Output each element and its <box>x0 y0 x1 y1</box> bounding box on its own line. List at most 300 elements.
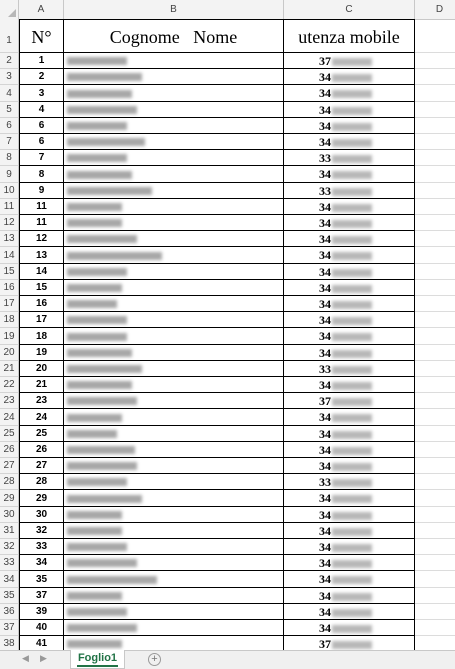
cell-phone[interactable] <box>284 377 415 393</box>
phone-prefix: 34 <box>319 491 331 505</box>
cell-phone[interactable] <box>284 296 415 312</box>
cell-d-empty[interactable] <box>415 588 455 604</box>
row-header[interactable]: 38 <box>0 636 19 650</box>
row-header[interactable]: 33 <box>0 555 19 571</box>
cell-name-redacted[interactable] <box>64 85 284 102</box>
redacted-phone <box>332 398 372 406</box>
redacted-phone <box>332 528 372 536</box>
phone-prefix: 34 <box>319 621 331 635</box>
cell-phone[interactable] <box>284 361 415 377</box>
redacted-name <box>67 333 127 341</box>
column-header-c[interactable]: C <box>284 0 415 19</box>
cell-name-redacted[interactable] <box>64 636 284 650</box>
cell-phone[interactable] <box>284 555 415 571</box>
cell-name-redacted[interactable] <box>64 199 284 215</box>
cell-name-redacted[interactable] <box>64 523 284 539</box>
redacted-phone <box>332 544 372 552</box>
phone-prefix: 34 <box>319 508 331 522</box>
scroll-tabs-right-icon[interactable]: ▶ <box>40 653 47 663</box>
row-header[interactable]: 27 <box>0 458 19 474</box>
phone-prefix: 34 <box>319 410 331 424</box>
cell-number[interactable]: 39 <box>19 604 64 620</box>
redacted-name <box>67 430 117 438</box>
row-header[interactable]: 19 <box>0 328 19 345</box>
redacted-phone <box>332 512 372 520</box>
cell-number[interactable]: 17 <box>19 312 64 328</box>
redacted-name <box>67 624 137 632</box>
phone-prefix: 34 <box>319 443 331 457</box>
cell-phone[interactable] <box>284 264 415 280</box>
cell-d-empty[interactable] <box>415 393 455 409</box>
row-header[interactable]: 1 <box>0 19 19 53</box>
column-header-b[interactable]: B <box>64 0 284 19</box>
cell-d-empty[interactable] <box>415 150 455 166</box>
phone-prefix: 34 <box>319 265 331 279</box>
redacted-name <box>67 316 127 324</box>
cell-name-redacted[interactable] <box>64 215 284 231</box>
redacted-name <box>67 559 137 567</box>
cell-phone[interactable] <box>284 571 415 588</box>
cell-number[interactable]: 26 <box>19 442 64 458</box>
cell-name-redacted[interactable] <box>64 296 284 312</box>
cell-phone[interactable] <box>284 409 415 426</box>
cell-d-empty[interactable] <box>415 474 455 490</box>
sheet-tab-bar <box>0 650 455 669</box>
cell-number[interactable]: 37 <box>19 588 64 604</box>
cell-number[interactable]: 8 <box>19 166 64 183</box>
select-all-corner[interactable] <box>0 0 19 19</box>
row-header[interactable]: 24 <box>0 409 19 426</box>
cell-number[interactable]: 1 <box>19 53 64 69</box>
phone-prefix: 34 <box>319 556 331 570</box>
row-header[interactable]: 18 <box>0 312 19 328</box>
redacted-name <box>67 640 122 648</box>
cell-phone[interactable] <box>284 523 415 539</box>
cell-d-empty[interactable] <box>415 264 455 280</box>
cell-number[interactable]: 40 <box>19 620 64 636</box>
redacted-name <box>67 527 122 535</box>
row-header[interactable]: 30 <box>0 507 19 523</box>
cell-d-empty[interactable] <box>415 345 455 361</box>
cell-name-redacted[interactable] <box>64 490 284 507</box>
cell-name-redacted[interactable] <box>64 604 284 620</box>
redacted-phone <box>332 463 372 471</box>
phone-prefix: 34 <box>319 167 331 181</box>
phone-prefix: 37 <box>319 394 331 408</box>
cell-name-redacted[interactable] <box>64 620 284 636</box>
cell-name-redacted[interactable] <box>64 474 284 490</box>
cell-name-redacted[interactable] <box>64 312 284 328</box>
cell-phone[interactable] <box>284 247 415 264</box>
cell-number[interactable]: 9 <box>19 183 64 199</box>
cell-d-empty[interactable] <box>415 361 455 377</box>
cell-name-redacted[interactable] <box>64 69 284 85</box>
row-header[interactable]: 22 <box>0 377 19 393</box>
redacted-name <box>67 284 122 292</box>
cell-name-redacted[interactable] <box>64 231 284 247</box>
row-header[interactable]: 2 <box>0 53 19 69</box>
cell-d-empty[interactable] <box>415 183 455 199</box>
cell-d-empty[interactable] <box>415 442 455 458</box>
cell-number[interactable]: 6 <box>19 118 64 134</box>
redacted-phone <box>332 317 372 325</box>
cell-number[interactable]: 15 <box>19 280 64 296</box>
row-header[interactable]: 21 <box>0 361 19 377</box>
cell-d-empty[interactable] <box>415 134 455 150</box>
cell-phone[interactable] <box>284 588 415 604</box>
redacted-phone <box>332 155 372 163</box>
redacted-name <box>67 511 122 519</box>
cell-d-empty[interactable] <box>415 539 455 555</box>
cell-name-redacted[interactable] <box>64 555 284 571</box>
phone-prefix: 34 <box>319 281 331 295</box>
cell-phone[interactable] <box>284 458 415 474</box>
cell-d-empty[interactable] <box>415 636 455 650</box>
redacted-name <box>67 252 162 260</box>
cell-number[interactable]: 28 <box>19 474 64 490</box>
redacted-phone <box>332 236 372 244</box>
redacted-phone <box>332 447 372 455</box>
row-header[interactable]: 13 <box>0 231 19 247</box>
cell-number[interactable]: 19 <box>19 345 64 361</box>
cell-name-redacted[interactable] <box>64 588 284 604</box>
redacted-phone <box>332 609 372 617</box>
cell-number[interactable]: 20 <box>19 361 64 377</box>
phone-prefix: 34 <box>319 329 331 343</box>
redacted-name <box>67 203 122 211</box>
row-header[interactable]: 12 <box>0 215 19 231</box>
cell-phone[interactable] <box>284 393 415 409</box>
redacted-phone <box>332 333 372 341</box>
column-header-a[interactable]: A <box>19 0 64 19</box>
cell-d-empty[interactable] <box>415 19 455 53</box>
cell-number[interactable]: 4 <box>19 102 64 118</box>
cell-name-redacted[interactable] <box>64 377 284 393</box>
phone-prefix: 37 <box>319 54 331 68</box>
cell-d-empty[interactable] <box>415 571 455 588</box>
redacted-phone <box>332 414 372 422</box>
cell-phone[interactable] <box>284 280 415 296</box>
scroll-tabs-left-icon[interactable]: ◀ <box>22 653 29 663</box>
row-header[interactable]: 28 <box>0 474 19 490</box>
cell-d-empty[interactable] <box>415 555 455 571</box>
cell-name-redacted[interactable] <box>64 53 284 69</box>
cell-number[interactable]: 25 <box>19 426 64 442</box>
cell-number[interactable]: 13 <box>19 247 64 264</box>
cell-phone[interactable] <box>284 312 415 328</box>
cell-d-empty[interactable] <box>415 312 455 328</box>
redacted-phone <box>332 625 372 633</box>
cell-phone[interactable] <box>284 102 415 118</box>
phone-prefix: 34 <box>319 459 331 473</box>
redacted-phone <box>332 220 372 228</box>
cell-number[interactable]: 16 <box>19 296 64 312</box>
phone-prefix: 34 <box>319 70 331 84</box>
cell-d-empty[interactable] <box>415 199 455 215</box>
cell-number[interactable]: 21 <box>19 377 64 393</box>
redacted-name <box>67 187 152 195</box>
cell-phone[interactable] <box>284 426 415 442</box>
cell-number[interactable]: 35 <box>19 571 64 588</box>
cell-phone[interactable] <box>284 328 415 345</box>
cell-phone[interactable] <box>284 604 415 620</box>
cell-phone[interactable] <box>284 118 415 134</box>
cell-name-redacted[interactable] <box>64 507 284 523</box>
row-header[interactable]: 4 <box>0 85 19 102</box>
cell-phone[interactable] <box>284 199 415 215</box>
cell-d-empty[interactable] <box>415 231 455 247</box>
cell-phone[interactable] <box>284 539 415 555</box>
redacted-phone <box>332 593 372 601</box>
redacted-name <box>67 381 132 389</box>
redacted-phone <box>332 350 372 358</box>
cell-d-empty[interactable] <box>415 620 455 636</box>
cell-name-redacted[interactable] <box>64 247 284 264</box>
phone-prefix: 34 <box>319 103 331 117</box>
redacted-phone <box>332 123 372 131</box>
cell-name-redacted[interactable] <box>64 539 284 555</box>
cell-number[interactable]: 27 <box>19 458 64 474</box>
cell-number[interactable]: 30 <box>19 507 64 523</box>
cell-name-redacted[interactable] <box>64 134 284 150</box>
cell-phone[interactable] <box>284 183 415 199</box>
redacted-name <box>67 235 137 243</box>
cell-name-redacted[interactable] <box>64 458 284 474</box>
row-header[interactable]: 35 <box>0 588 19 604</box>
phone-prefix: 34 <box>319 540 331 554</box>
cell-d-empty[interactable] <box>415 490 455 507</box>
cell-number[interactable]: 32 <box>19 523 64 539</box>
redacted-name <box>67 73 142 81</box>
cell-number[interactable]: 29 <box>19 490 64 507</box>
cell-number[interactable]: 14 <box>19 264 64 280</box>
phone-prefix: 34 <box>319 135 331 149</box>
redacted-phone <box>332 479 372 487</box>
row-header[interactable]: 25 <box>0 426 19 442</box>
redacted-name <box>67 462 137 470</box>
phone-prefix: 34 <box>319 232 331 246</box>
phone-prefix: 34 <box>319 378 331 392</box>
phone-prefix: 34 <box>319 86 331 100</box>
redacted-name <box>67 154 127 162</box>
phone-prefix: 33 <box>319 151 331 165</box>
cell-phone[interactable] <box>284 507 415 523</box>
row-header[interactable]: 20 <box>0 345 19 361</box>
row-header[interactable]: 26 <box>0 442 19 458</box>
cell-phone[interactable] <box>284 345 415 361</box>
redacted-phone <box>332 301 372 309</box>
cell-number[interactable]: 41 <box>19 636 64 650</box>
row-header[interactable]: 10 <box>0 183 19 199</box>
cell-d-empty[interactable] <box>415 85 455 102</box>
cell-number[interactable]: 11 <box>19 199 64 215</box>
row-header[interactable]: 5 <box>0 102 19 118</box>
cell-phone[interactable] <box>284 166 415 183</box>
row-header[interactable]: 9 <box>0 166 19 183</box>
phone-prefix: 34 <box>319 200 331 214</box>
cell-phone[interactable] <box>284 134 415 150</box>
cell-phone[interactable] <box>284 490 415 507</box>
redacted-phone <box>332 58 372 66</box>
redacted-name <box>67 349 132 357</box>
cell-number[interactable]: 24 <box>19 409 64 426</box>
cell-d-empty[interactable] <box>415 280 455 296</box>
redacted-name <box>67 122 127 130</box>
redacted-name <box>67 171 132 179</box>
column-header-d[interactable]: D <box>415 0 455 19</box>
cell-d-empty[interactable] <box>415 247 455 264</box>
cell-d-empty[interactable] <box>415 426 455 442</box>
cell-d-empty[interactable] <box>415 102 455 118</box>
cell-phone[interactable] <box>284 636 415 650</box>
row-header[interactable]: 3 <box>0 69 19 85</box>
cell-phone[interactable] <box>284 85 415 102</box>
cell-number[interactable]: 23 <box>19 393 64 409</box>
cell-phone[interactable] <box>284 150 415 166</box>
select-all-triangle-icon <box>8 9 16 17</box>
phone-prefix: 33 <box>319 362 331 376</box>
redacted-name <box>67 414 122 422</box>
cell-name-redacted[interactable] <box>64 102 284 118</box>
cell-name-redacted[interactable] <box>64 150 284 166</box>
redacted-name <box>67 478 127 486</box>
cell-phone[interactable] <box>284 53 415 69</box>
cell-d-empty[interactable] <box>415 53 455 69</box>
cell-name-redacted[interactable] <box>64 166 284 183</box>
phone-prefix: 34 <box>319 524 331 538</box>
row-header[interactable]: 23 <box>0 393 19 409</box>
redacted-phone <box>332 641 372 649</box>
row-header[interactable]: 36 <box>0 604 19 620</box>
phone-prefix: 34 <box>319 313 331 327</box>
redacted-phone <box>332 107 372 115</box>
cell-name-redacted[interactable] <box>64 264 284 280</box>
cell-phone[interactable] <box>284 474 415 490</box>
redacted-phone <box>332 90 372 98</box>
cell-d-empty[interactable] <box>415 523 455 539</box>
row-header[interactable]: 6 <box>0 118 19 134</box>
cell-phone[interactable] <box>284 620 415 636</box>
redacted-phone <box>332 188 372 196</box>
row-header[interactable]: 11 <box>0 199 19 215</box>
redacted-name <box>67 446 135 454</box>
header-cell-number[interactable]: N° <box>19 19 64 53</box>
cell-phone[interactable] <box>284 442 415 458</box>
row-header[interactable]: 17 <box>0 296 19 312</box>
phone-prefix: 33 <box>319 184 331 198</box>
cell-d-empty[interactable] <box>415 328 455 345</box>
cell-d-empty[interactable] <box>415 118 455 134</box>
row-header[interactable]: 29 <box>0 490 19 507</box>
row-header[interactable]: 37 <box>0 620 19 636</box>
cell-d-empty[interactable] <box>415 377 455 393</box>
cell-number[interactable]: 34 <box>19 555 64 571</box>
cell-name-redacted[interactable] <box>64 409 284 426</box>
phone-prefix: 34 <box>319 297 331 311</box>
row-header[interactable]: 14 <box>0 247 19 264</box>
redacted-name <box>67 576 157 584</box>
redacted-name <box>67 219 122 227</box>
sheet-tab-foglio1[interactable]: Foglio1 <box>70 650 125 669</box>
cell-d-empty[interactable] <box>415 409 455 426</box>
redacted-phone <box>332 204 372 212</box>
redacted-name <box>67 138 145 146</box>
redacted-phone <box>332 139 372 147</box>
row-header[interactable]: 7 <box>0 134 19 150</box>
redacted-phone <box>332 495 372 503</box>
phone-prefix: 34 <box>319 119 331 133</box>
redacted-name <box>67 57 127 65</box>
row-header[interactable]: 16 <box>0 280 19 296</box>
cell-name-redacted[interactable] <box>64 328 284 345</box>
cell-name-redacted[interactable] <box>64 361 284 377</box>
cell-name-redacted[interactable] <box>64 393 284 409</box>
redacted-phone <box>332 74 372 82</box>
cell-name-redacted[interactable] <box>64 426 284 442</box>
phone-prefix: 34 <box>319 216 331 230</box>
redacted-phone <box>332 252 372 260</box>
cell-d-empty[interactable] <box>415 604 455 620</box>
cell-number[interactable]: 33 <box>19 539 64 555</box>
phone-prefix: 34 <box>319 605 331 619</box>
redacted-phone <box>332 285 372 293</box>
cell-name-redacted[interactable] <box>64 118 284 134</box>
redacted-phone <box>332 382 372 390</box>
cell-d-empty[interactable] <box>415 296 455 312</box>
cell-d-empty[interactable] <box>415 215 455 231</box>
cell-number[interactable]: 11 <box>19 215 64 231</box>
cell-number[interactable]: 18 <box>19 328 64 345</box>
cell-phone[interactable] <box>284 69 415 85</box>
row-header[interactable]: 31 <box>0 523 19 539</box>
row-header[interactable]: 32 <box>0 539 19 555</box>
phone-prefix: 34 <box>319 346 331 360</box>
redacted-phone <box>332 269 372 277</box>
phone-prefix: 34 <box>319 572 331 586</box>
row-header[interactable]: 8 <box>0 150 19 166</box>
phone-prefix: 33 <box>319 475 331 489</box>
redacted-phone <box>332 171 372 179</box>
cell-d-empty[interactable] <box>415 458 455 474</box>
cell-number[interactable]: 7 <box>19 150 64 166</box>
redacted-name <box>67 106 137 114</box>
cell-number[interactable]: 12 <box>19 231 64 247</box>
cell-phone[interactable] <box>284 231 415 247</box>
redacted-phone <box>332 431 372 439</box>
cell-number[interactable]: 2 <box>19 69 64 85</box>
cell-name-redacted[interactable] <box>64 183 284 199</box>
row-header[interactable]: 15 <box>0 264 19 280</box>
cell-phone[interactable] <box>284 215 415 231</box>
cell-name-redacted[interactable] <box>64 280 284 296</box>
row-header[interactable]: 34 <box>0 571 19 588</box>
cell-d-empty[interactable] <box>415 166 455 183</box>
redacted-phone <box>332 366 372 374</box>
phone-prefix: 34 <box>319 427 331 441</box>
cell-d-empty[interactable] <box>415 507 455 523</box>
header-cell-name[interactable]: Cognome Nome <box>64 19 284 53</box>
cell-number[interactable]: 3 <box>19 85 64 102</box>
cell-number[interactable]: 6 <box>19 134 64 150</box>
cell-name-redacted[interactable] <box>64 571 284 588</box>
redacted-name <box>67 365 142 373</box>
cell-name-redacted[interactable] <box>64 442 284 458</box>
header-cell-phone[interactable]: utenza mobile <box>284 19 415 53</box>
plus-circle-icon[interactable]: + <box>148 653 161 666</box>
cell-d-empty[interactable] <box>415 69 455 85</box>
cell-name-redacted[interactable] <box>64 345 284 361</box>
redacted-name <box>67 608 127 616</box>
